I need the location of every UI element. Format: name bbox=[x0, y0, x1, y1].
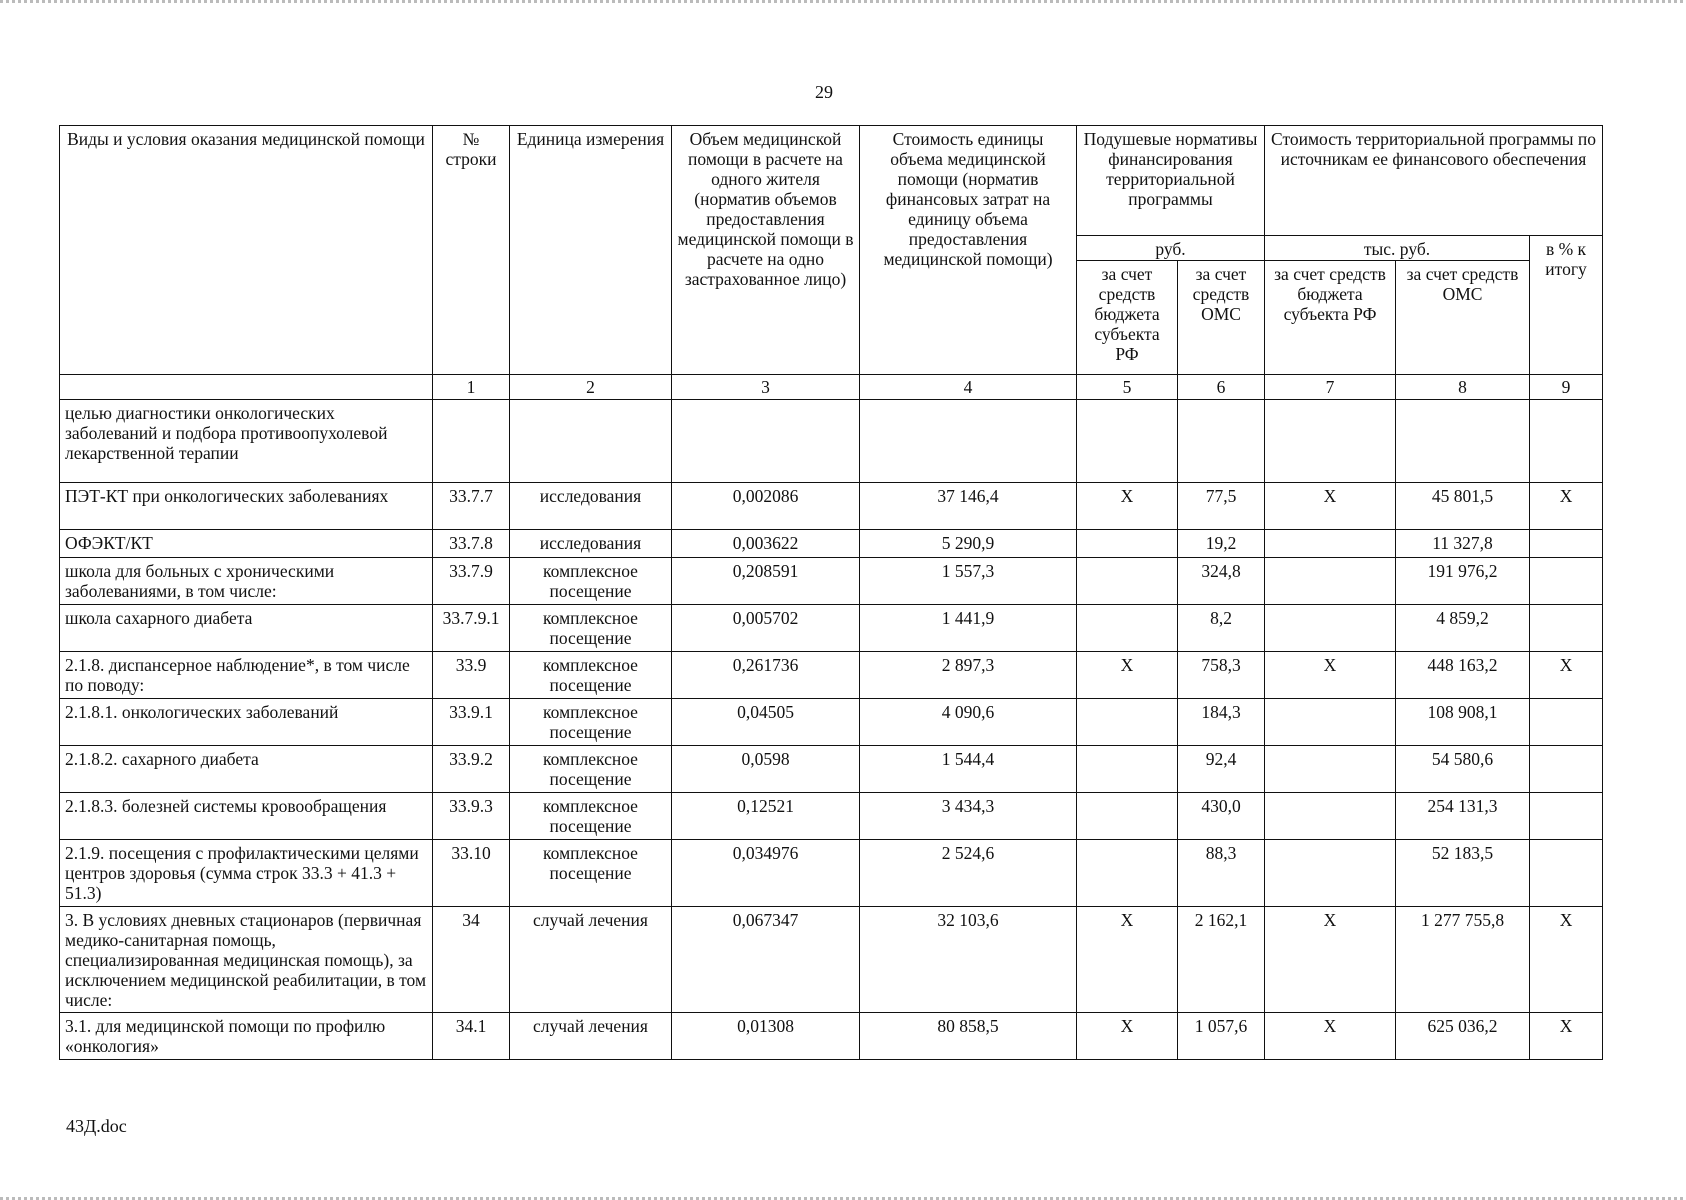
pct-total-cell bbox=[1530, 699, 1603, 746]
column-number: 8 bbox=[1396, 375, 1530, 400]
unit-cost-cell: 5 290,9 bbox=[860, 530, 1077, 558]
oms-thous-cell: 625 036,2 bbox=[1396, 1013, 1530, 1060]
line-number-cell: 33.9.2 bbox=[433, 746, 510, 793]
care-type-cell: 2.1.9. посещения с профилактическими целями центров здоровья (сумма строк 33.3 + 41.3 + 51.3) bbox=[60, 840, 433, 907]
unit-cost-cell: 4 090,6 bbox=[860, 699, 1077, 746]
care-type-cell: 2.1.8.3. болезней системы кровообращения bbox=[60, 793, 433, 840]
pct-total-cell bbox=[1530, 840, 1603, 907]
oms-rub-cell: 758,3 bbox=[1178, 652, 1265, 699]
unit-cell: случай лечения bbox=[510, 1013, 672, 1060]
budget-rub-cell bbox=[1077, 530, 1178, 558]
budget-rub-cell bbox=[1077, 558, 1178, 605]
unit-cost-cell: 1 441,9 bbox=[860, 605, 1077, 652]
care-type-cell: 3. В условиях дневных стационаров (первичная медико-санитарная помощь, специализированная медицинская помощь), за исключением медицинской реабилитации, в том числе: bbox=[60, 907, 433, 1013]
volume-cell: 0,034976 bbox=[672, 840, 860, 907]
care-type-cell: ОФЭКТ/КТ bbox=[60, 530, 433, 558]
oms-thous-cell: 448 163,2 bbox=[1396, 652, 1530, 699]
table-row bbox=[60, 746, 1603, 793]
pct-total-cell: X bbox=[1530, 907, 1603, 1013]
care-type-cell: 2.1.8.2. сахарного диабета bbox=[60, 746, 433, 793]
budget-rub-cell: X bbox=[1077, 652, 1178, 699]
care-type-cell: школа сахарного диабета bbox=[60, 605, 433, 652]
volume-cell: 0,208591 bbox=[672, 558, 860, 605]
budget-rub-cell bbox=[1077, 746, 1178, 793]
care-type-cell: целью диагностики онкологических заболеваний и подбора противоопухолевой лекарственной терапии bbox=[60, 400, 433, 483]
header-care-type: Виды и условия оказания медицинской помощи bbox=[60, 126, 433, 375]
line-number-cell: 33.7.7 bbox=[433, 483, 510, 530]
table-row bbox=[60, 483, 1603, 530]
oms-thous-cell: 108 908,1 bbox=[1396, 699, 1530, 746]
line-number-cell: 33.9.1 bbox=[433, 699, 510, 746]
header-volume: Объем медицинской помощи в расчете на одного жителя (норматив объемов предоставления медицинской помощи в расчете на одно застрахованное лицо) bbox=[672, 126, 860, 375]
line-number-cell: 33.7.9 bbox=[433, 558, 510, 605]
oms-rub-cell: 92,4 bbox=[1178, 746, 1265, 793]
unit-cost-cell: 80 858,5 bbox=[860, 1013, 1077, 1060]
budget-rub-cell bbox=[1077, 400, 1178, 483]
budget-thous-cell bbox=[1265, 840, 1396, 907]
table-row bbox=[60, 605, 1603, 652]
budget-rub-cell: X bbox=[1077, 483, 1178, 530]
oms-rub-cell: 430,0 bbox=[1178, 793, 1265, 840]
pct-total-cell: X bbox=[1530, 1013, 1603, 1060]
oms-thous-cell: 1 277 755,8 bbox=[1396, 907, 1530, 1013]
budget-thous-cell: X bbox=[1265, 1013, 1396, 1060]
table-row bbox=[60, 558, 1603, 605]
oms-thous-cell: 54 580,6 bbox=[1396, 746, 1530, 793]
unit-cost-cell: 1 557,3 bbox=[860, 558, 1077, 605]
unit-cell bbox=[510, 400, 672, 483]
oms-rub-cell: 184,3 bbox=[1178, 699, 1265, 746]
column-number: 6 bbox=[1178, 375, 1265, 400]
unit-cost-cell: 2 524,6 bbox=[860, 840, 1077, 907]
oms-rub-cell: 8,2 bbox=[1178, 605, 1265, 652]
pct-total-cell bbox=[1530, 558, 1603, 605]
unit-cost-cell: 3 434,3 bbox=[860, 793, 1077, 840]
pct-total-cell bbox=[1530, 400, 1603, 483]
unit-cost-cell: 1 544,4 bbox=[860, 746, 1077, 793]
budget-rub-cell bbox=[1077, 840, 1178, 907]
unit-cell: комплексное посещение bbox=[510, 605, 672, 652]
header-oms-rub: за счет средств ОМС bbox=[1178, 261, 1265, 375]
unit-cell: комплексное посещение bbox=[510, 746, 672, 793]
budget-thous-cell: X bbox=[1265, 907, 1396, 1013]
column-number: 7 bbox=[1265, 375, 1396, 400]
unit-cell: исследования bbox=[510, 530, 672, 558]
unit-cost-cell: 2 897,3 bbox=[860, 652, 1077, 699]
column-numbers-row bbox=[60, 375, 1603, 400]
header-program-cost: Стоимость территориальной программы по источникам ее финансового обеспечения bbox=[1265, 126, 1603, 236]
table-row bbox=[60, 530, 1603, 558]
budget-rub-cell bbox=[1077, 699, 1178, 746]
column-number bbox=[60, 375, 433, 400]
header-budget-rub: за счет средств бюджета субъекта РФ bbox=[1077, 261, 1178, 375]
line-number-cell: 33.7.8 bbox=[433, 530, 510, 558]
header-rub: руб. bbox=[1077, 236, 1265, 261]
care-type-cell: 2.1.8. диспансерное наблюдение*, в том числе по поводу: bbox=[60, 652, 433, 699]
unit-cell: комплексное посещение bbox=[510, 699, 672, 746]
budget-thous-cell bbox=[1265, 746, 1396, 793]
oms-rub-cell: 88,3 bbox=[1178, 840, 1265, 907]
unit-cost-cell: 37 146,4 bbox=[860, 483, 1077, 530]
line-number-cell: 33.9 bbox=[433, 652, 510, 699]
column-number: 3 bbox=[672, 375, 860, 400]
oms-thous-cell: 11 327,8 bbox=[1396, 530, 1530, 558]
budget-thous-cell bbox=[1265, 400, 1396, 483]
header-budget-thous: за счет средств бюджета субъекта РФ bbox=[1265, 261, 1396, 375]
care-type-cell: 2.1.8.1. онкологических заболеваний bbox=[60, 699, 433, 746]
oms-rub-cell: 77,5 bbox=[1178, 483, 1265, 530]
scan-edge-top bbox=[0, 0, 1686, 3]
volume-cell: 0,0598 bbox=[672, 746, 860, 793]
oms-rub-cell bbox=[1178, 400, 1265, 483]
pct-total-cell: X bbox=[1530, 652, 1603, 699]
oms-thous-cell: 4 859,2 bbox=[1396, 605, 1530, 652]
line-number-cell: 34 bbox=[433, 907, 510, 1013]
table-row bbox=[60, 793, 1603, 840]
care-type-cell: 3.1. для медицинской помощи по профилю «онкология» bbox=[60, 1013, 433, 1060]
header-thous-rub: тыс. руб. bbox=[1265, 236, 1530, 261]
pct-total-cell bbox=[1530, 746, 1603, 793]
column-number: 4 bbox=[860, 375, 1077, 400]
budget-thous-cell bbox=[1265, 699, 1396, 746]
budget-thous-cell: X bbox=[1265, 652, 1396, 699]
pct-total-cell bbox=[1530, 793, 1603, 840]
column-number: 1 bbox=[433, 375, 510, 400]
unit-cell: комплексное посещение bbox=[510, 558, 672, 605]
oms-thous-cell: 254 131,3 bbox=[1396, 793, 1530, 840]
oms-thous-cell: 52 183,5 bbox=[1396, 840, 1530, 907]
budget-thous-cell bbox=[1265, 558, 1396, 605]
pct-total-cell bbox=[1530, 605, 1603, 652]
column-number: 9 bbox=[1530, 375, 1603, 400]
header-pct-total: в % к итогу bbox=[1530, 236, 1603, 375]
budget-rub-cell bbox=[1077, 793, 1178, 840]
table-row bbox=[60, 652, 1603, 699]
volume-cell bbox=[672, 400, 860, 483]
budget-thous-cell bbox=[1265, 793, 1396, 840]
budget-rub-cell: X bbox=[1077, 1013, 1178, 1060]
volume-cell: 0,002086 bbox=[672, 483, 860, 530]
footer-filename: 43Д.doc bbox=[66, 1116, 127, 1136]
oms-rub-cell: 1 057,6 bbox=[1178, 1013, 1265, 1060]
column-number: 2 bbox=[510, 375, 672, 400]
unit-cell: комплексное посещение bbox=[510, 793, 672, 840]
unit-cost-cell bbox=[860, 400, 1077, 483]
header-unit: Единица измерения bbox=[510, 126, 672, 375]
care-type-cell: ПЭТ-КТ при онкологических заболеваниях bbox=[60, 483, 433, 530]
budget-rub-cell: X bbox=[1077, 907, 1178, 1013]
header-per-capita-norms: Подушевые нормативы финансирования территориальной программы bbox=[1077, 126, 1265, 236]
budget-thous-cell bbox=[1265, 530, 1396, 558]
line-number-cell bbox=[433, 400, 510, 483]
line-number-cell: 33.7.9.1 bbox=[433, 605, 510, 652]
oms-thous-cell: 45 801,5 bbox=[1396, 483, 1530, 530]
page-number: 29 bbox=[815, 82, 833, 102]
pct-total-cell: X bbox=[1530, 483, 1603, 530]
volume-cell: 0,005702 bbox=[672, 605, 860, 652]
budget-rub-cell bbox=[1077, 605, 1178, 652]
header-unit-cost: Стоимость единицы объема медицинской помощи (норматив финансовых затрат на единицу объема предоставления медицинской помощи) bbox=[860, 126, 1077, 375]
column-number: 5 bbox=[1077, 375, 1178, 400]
oms-thous-cell bbox=[1396, 400, 1530, 483]
oms-thous-cell: 191 976,2 bbox=[1396, 558, 1530, 605]
pct-total-cell bbox=[1530, 530, 1603, 558]
medical-care-table bbox=[59, 125, 1603, 1060]
care-type-cell: школа для больных с хроническими заболеваниями, в том числе: bbox=[60, 558, 433, 605]
volume-cell: 0,067347 bbox=[672, 907, 860, 1013]
unit-cell: комплексное посещение bbox=[510, 840, 672, 907]
volume-cell: 0,003622 bbox=[672, 530, 860, 558]
unit-cost-cell: 32 103,6 bbox=[860, 907, 1077, 1013]
table-row bbox=[60, 400, 1603, 483]
table-row bbox=[60, 907, 1603, 1013]
volume-cell: 0,04505 bbox=[672, 699, 860, 746]
volume-cell: 0,01308 bbox=[672, 1013, 860, 1060]
line-number-cell: 34.1 bbox=[433, 1013, 510, 1060]
table-row bbox=[60, 1013, 1603, 1060]
oms-rub-cell: 324,8 bbox=[1178, 558, 1265, 605]
oms-rub-cell: 19,2 bbox=[1178, 530, 1265, 558]
oms-rub-cell: 2 162,1 bbox=[1178, 907, 1265, 1013]
line-number-cell: 33.10 bbox=[433, 840, 510, 907]
unit-cell: случай лечения bbox=[510, 907, 672, 1013]
budget-thous-cell bbox=[1265, 605, 1396, 652]
line-number-cell: 33.9.3 bbox=[433, 793, 510, 840]
header-line-number: № строки bbox=[433, 126, 510, 375]
volume-cell: 0,261736 bbox=[672, 652, 860, 699]
table-row bbox=[60, 699, 1603, 746]
table-row bbox=[60, 840, 1603, 907]
volume-cell: 0,12521 bbox=[672, 793, 860, 840]
unit-cell: комплексное посещение bbox=[510, 652, 672, 699]
budget-thous-cell: X bbox=[1265, 483, 1396, 530]
header-oms-thous: за счет средств ОМС bbox=[1396, 261, 1530, 375]
unit-cell: исследования bbox=[510, 483, 672, 530]
